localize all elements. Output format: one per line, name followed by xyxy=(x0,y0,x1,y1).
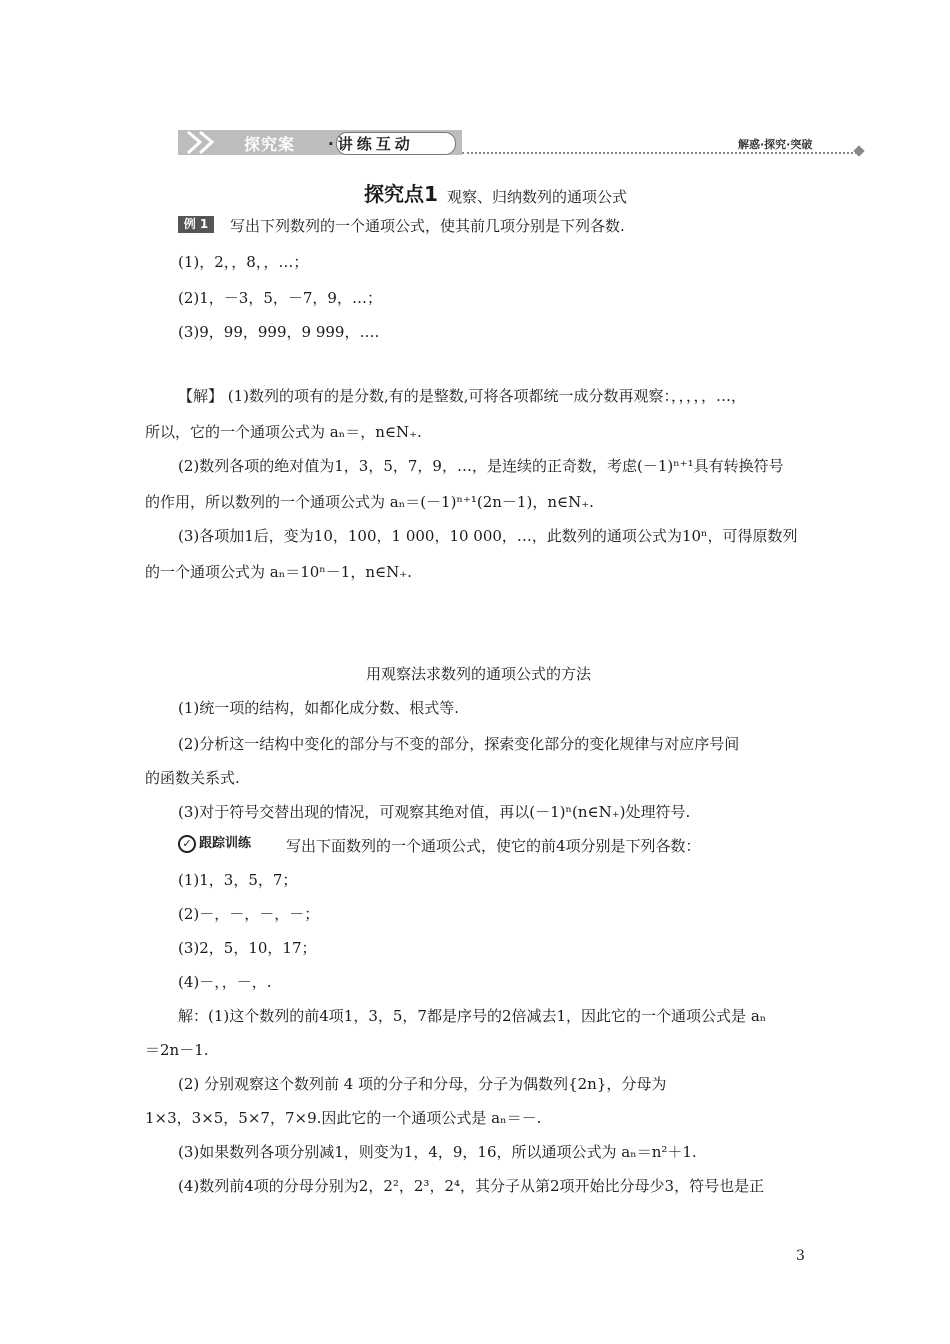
training-badge-label: 跟踪训练 xyxy=(199,836,252,851)
example-item: (2)1，－3，5，－7，9，…； xyxy=(178,289,382,307)
method-line: (3)对于符号交替出现的情况，可观察其绝对值，再以(－1)ⁿ(n∈N₊)处理符号. xyxy=(178,803,691,821)
answer-line: ＝2n－1. xyxy=(145,1041,209,1059)
example-item: (1)，2，，8，，…； xyxy=(178,253,309,271)
example-prompt: 写出下列数列的一个通项公式，使其前几项分别是下列各数. xyxy=(230,217,625,235)
section-label: 探究案 xyxy=(244,135,296,154)
example-item: (3)9，99，999，9 999，…. xyxy=(178,323,380,341)
solution-line: (2)数列各项的绝对值为1，3，5，7，9，…，是连续的正奇数，考虑(－1)ⁿ⁺¹具有转换符号 xyxy=(178,457,784,475)
method-line: (1)统一项的结构，如都化成分数、根式等. xyxy=(178,699,460,717)
check-icon: ✓ xyxy=(178,835,196,853)
solution-line: 【解】 (1)数列的项有的是分数,有的是整数,可将各项都统一成分数再观察：，，，，，…， xyxy=(178,387,747,405)
answer-line: (4)数列前4项的分母分别为2，2²，2³，2⁴，其分子从第2项开始比分母少3，符号也是正 xyxy=(178,1177,765,1195)
training-badge xyxy=(178,832,251,853)
solution-line: 的作用，所以数列的一个通项公式为 aₙ＝(－1)ⁿ⁺¹(2n－1)，n∈N₊. xyxy=(145,493,594,511)
training-item: (1)1，3，5，7； xyxy=(178,871,298,889)
method-line: 的函数关系式. xyxy=(145,769,240,787)
answer-line: 解：(1)这个数列的前4项1，3，5，7都是序号的2倍减去1，因此它的一个通项公式是 aₙ xyxy=(178,1007,767,1025)
training-prompt: 写出下面数列的一个通项公式，使它的前4项分别是下列各数： xyxy=(286,837,701,855)
solution-line: 的一个通项公式为 aₙ＝10ⁿ－1，n∈N₊. xyxy=(145,563,412,581)
page-number: 3 xyxy=(796,1248,805,1264)
header-divider xyxy=(462,152,857,154)
topic-title: 探究点1 xyxy=(364,182,438,206)
answer-line: (3)如果数列各项分别减1，则变为1，4，9，16，所以通项公式为 aₙ＝n²＋1. xyxy=(178,1143,697,1161)
training-item: (3)2，5，10，17； xyxy=(178,939,317,957)
training-item: (4)－，，－，. xyxy=(178,973,272,991)
chevron-arrows-icon xyxy=(180,130,240,155)
diamond-icon xyxy=(853,145,864,156)
solution-line: (3)各项加1后，变为10，100，1 000，10 000，…，此数列的通项公式为10ⁿ，可得原数列 xyxy=(178,527,798,545)
topic-subtitle: 观察、归纳数列的通项公式 xyxy=(447,188,628,206)
section-sub: ·讲练互动 xyxy=(328,135,414,153)
method-title: 用观察法求数列的通项公式的方法 xyxy=(366,665,592,683)
example-badge: 例 1 xyxy=(178,216,214,233)
method-line: (2)分析这一结构中变化的部分与不变的部分，探索变化部分的变化规律与对应序号间 xyxy=(178,735,740,753)
header-right-tag: 解惑·探究·突破 xyxy=(738,138,813,151)
training-item: (2)－，－，－，－； xyxy=(178,905,320,923)
answer-line: 1×3，3×5，5×7，7×9.因此它的一个通项公式是 aₙ＝－. xyxy=(145,1109,542,1127)
answer-line: (2) 分别观察这个数列前 4 项的分子和分母，分子为偶数列{2n}，分母为 xyxy=(178,1075,667,1093)
solution-line: 所以，它的一个通项公式为 aₙ＝，n∈N₊. xyxy=(145,423,422,441)
